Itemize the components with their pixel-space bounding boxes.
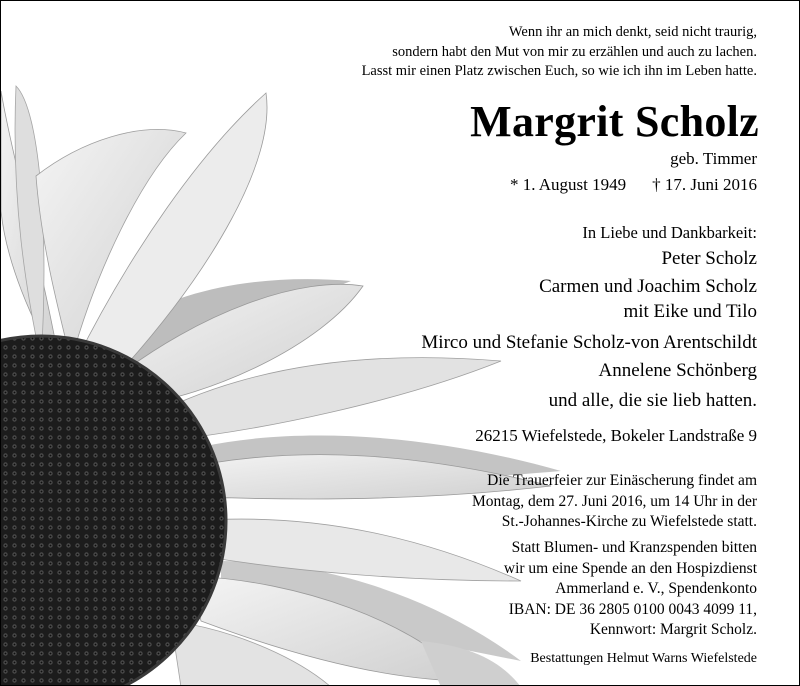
mourners	[421, 221, 757, 415]
mourners-intro: In Liebe und Dankbarkeit:	[582, 223, 757, 242]
ceremony-line: Die Trauerfeier zur Einäscherung findet am	[487, 472, 757, 489]
donation-line: IBAN: DE 36 2805 0100 0043 4099 11,	[508, 600, 757, 618]
birth-date: * 1. August 1949	[509, 175, 627, 194]
undertaker: Bestattungen Helmut Warns Wiefelstede	[530, 651, 757, 666]
mourner-line: Peter Scholz	[661, 248, 757, 269]
mourners-closing: und alle, die sie lieb hatten.	[548, 390, 757, 411]
mourner-line: Annelene Schönberg	[598, 360, 757, 381]
donation-line: Kennwort: Margrit Scholz.	[589, 621, 757, 638]
ceremony-line: St.-Johannes-Kirche zu Wiefelstede statt.	[501, 513, 757, 530]
donation-line: Statt Blumen- und Kranzspenden bitten	[511, 539, 757, 556]
mourner-line: Carmen und Joachim Scholz	[539, 276, 757, 297]
donation-line: Ammerland e. V., Spendenkonto	[555, 580, 757, 597]
deceased-name: Margrit Scholz	[470, 97, 759, 146]
birth-name: geb. Timmer	[670, 149, 757, 168]
donation-line: wir um eine Spende an den Hospizdienst	[503, 559, 757, 577]
poem-line: sondern habt den Mut von mir zu erzählen und auch zu lachen.	[392, 43, 757, 60]
ceremony-line: Montag, dem 27. Juni 2016, um 14 Uhr in der	[471, 492, 757, 510]
poem-line: Lasst mir einen Platz zwischen Euch, so wie ich ihn im Leben hatte.	[361, 63, 757, 79]
poem	[362, 23, 757, 82]
donation-info	[504, 538, 757, 641]
life-dates	[510, 174, 757, 196]
mourner-line: Mirco und Stefanie Scholz-von Arentschildt	[421, 332, 757, 353]
poem-line: Wenn ihr an mich denkt, seid nicht traurig,	[508, 24, 757, 40]
mourner-line: mit Eike und Tilo	[623, 301, 757, 322]
family-address: 26215 Wiefelstede, Bokeler Landstraße 9	[475, 426, 757, 445]
ceremony-info	[472, 471, 757, 533]
death-date: † 17. Juni 2016	[652, 175, 757, 194]
